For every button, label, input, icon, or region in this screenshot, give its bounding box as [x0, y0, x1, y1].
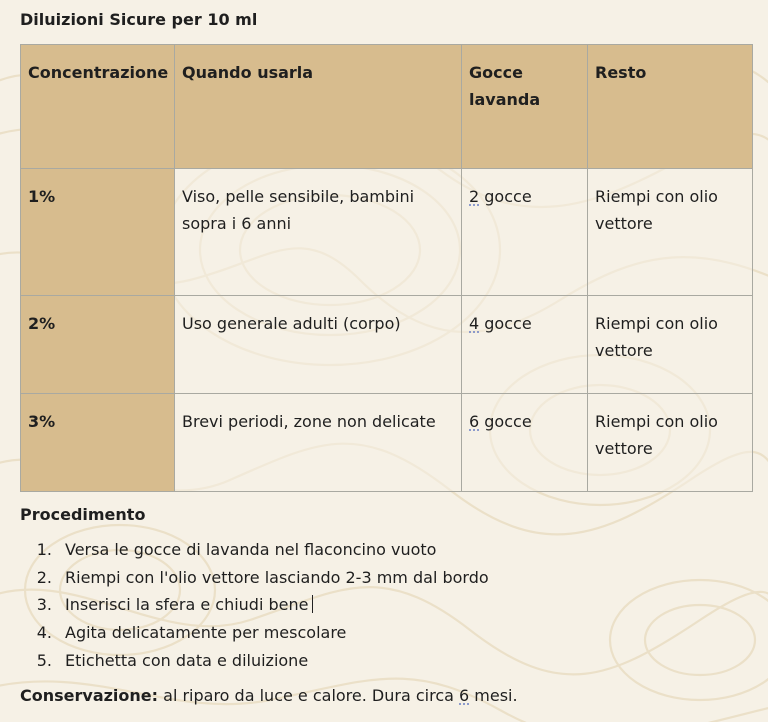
cell-when: Brevi periodi, zone non delicate — [175, 394, 462, 492]
dilution-table — [20, 44, 753, 492]
step-text: Riempi con l'olio vettore lasciando 2-3 mm dal bordo — [65, 567, 489, 587]
cell-drops — [462, 296, 588, 394]
list-item[interactable] — [20, 591, 489, 619]
drops-number: 4 — [469, 314, 480, 333]
header-drops-label: Gocce lavanda — [469, 63, 541, 109]
list-item — [20, 536, 489, 564]
procedure-list — [20, 536, 489, 674]
storage-text-after: mesi. — [469, 686, 518, 705]
storage-note — [20, 686, 518, 705]
table-row — [21, 296, 753, 394]
storage-label: Conservazione: — [20, 686, 159, 705]
storage-text-before: al riparo da luce e calore. Dura circa — [158, 686, 460, 705]
list-item — [20, 564, 489, 592]
step-text: Etichetta con data e diluizione — [65, 650, 309, 670]
storage-months: 6 — [459, 686, 470, 705]
drops-number: 2 — [469, 187, 480, 206]
step-number: 3. — [36, 595, 52, 615]
step-number: 5. — [36, 650, 52, 670]
cell-drops — [462, 169, 588, 296]
drops-number: 6 — [469, 412, 480, 431]
cell-drops — [462, 394, 588, 492]
cell-concentration: 3% — [21, 394, 175, 492]
cell-concentration: 1% — [21, 169, 175, 296]
text-cursor — [312, 595, 313, 613]
table-header-row — [21, 45, 753, 169]
drops-unit: gocce — [479, 187, 532, 206]
step-number: 1. — [36, 540, 52, 559]
table-row — [21, 394, 753, 492]
cell-concentration: 2% — [21, 296, 175, 394]
header-rest: Resto — [588, 45, 753, 169]
cell-when: Viso, pelle sensibile, bambini sopra i 6 anni — [175, 169, 462, 296]
step-number: 4. — [36, 623, 52, 643]
cell-when: Uso generale adulti (corpo) — [175, 296, 462, 394]
drops-unit: gocce — [479, 314, 532, 333]
header-concentration: Concentrazione — [21, 45, 175, 169]
header-when: Quando usarla — [175, 45, 462, 169]
table-row — [21, 169, 753, 296]
list-item — [20, 647, 489, 675]
cell-rest: Riempi con olio vettore — [588, 394, 753, 492]
cell-rest: Riempi con olio vettore — [588, 169, 753, 296]
cell-rest: Riempi con olio vettore — [588, 296, 753, 394]
header-drops — [462, 45, 588, 169]
drops-unit: gocce — [479, 412, 532, 431]
list-item — [20, 619, 489, 647]
page-title: Diluizioni Sicure per 10 ml — [20, 10, 258, 29]
step-number: 2. — [36, 567, 52, 587]
step-text: Agita delicatamente per mescolare — [65, 623, 347, 643]
procedure-title: Procedimento — [20, 505, 146, 524]
step-text[interactable]: Inserisci la sfera e chiudi bene — [65, 595, 309, 615]
step-text: Versa le gocce di lavanda nel flaconcino vuoto — [65, 540, 437, 559]
